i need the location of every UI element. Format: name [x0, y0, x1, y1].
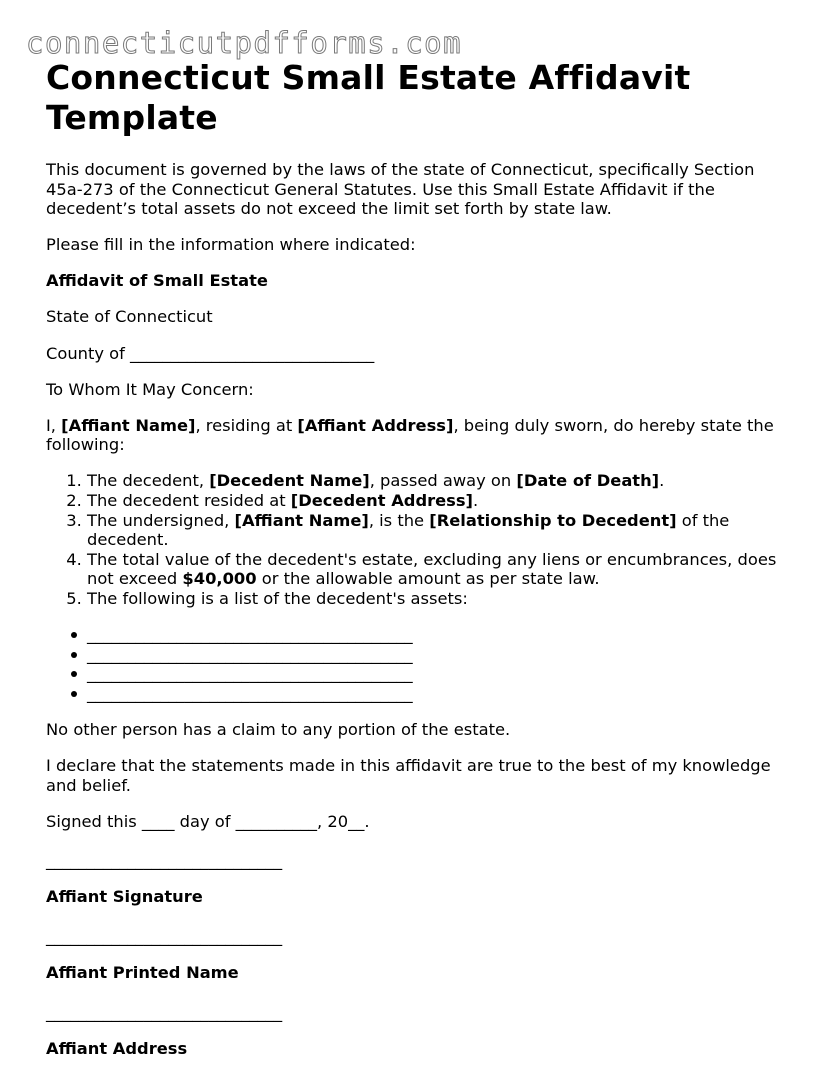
asset-blank-line: ________________________________________ [87, 684, 791, 704]
affiant-address-label: Affiant Address [46, 1038, 188, 1058]
asset-blank-line: ________________________________________ [87, 645, 791, 665]
section-heading: Affidavit of Small Estate [46, 271, 268, 291]
no-claim-statement: No other person has a claim to any portion of the estate. [46, 719, 511, 739]
list-item: 2. The decedent resided at [Decedent Address]. [87, 491, 791, 511]
declaration-statement: I declare that the statements made in this affidavit are true to the best of my knowledge and belief. [46, 756, 771, 795]
affiant-printed-name-label: Affiant Printed Name [46, 963, 239, 983]
printed-name-blank-line: _____________________________ [46, 927, 283, 947]
document-page [46, 58, 791, 1058]
signed-date-line: Signed this ____ day of __________, 20__. [46, 811, 370, 831]
signature-blank-line: _____________________________ [46, 851, 283, 871]
list-item: 5. The following is a list of the decedent's assets: [87, 589, 791, 609]
state-line: State of Connecticut [46, 307, 213, 327]
watermark-text: connecticutpdfforms.com [26, 26, 463, 60]
asset-blank-line: ________________________________________ [87, 664, 791, 684]
instruction-text: Please fill in the information where indicated: [46, 235, 416, 255]
intro-paragraph: This document is governed by the laws of the state of Connecticut, specifically Section 45a-273 of the Connecticut General Statutes. Use this Small Estate Affidavit if the decedent’s total assets do not exceed the limit set forth by state law. [46, 160, 755, 219]
list-item: 3. The undersigned, [Affiant Name], is the [Relationship to Decedent] of the decedent. [87, 511, 791, 550]
affiant-signature-label: Affiant Signature [46, 887, 203, 907]
oath-paragraph: I, [Affiant Name], residing at [Affiant Address], being duly sworn, do hereby state the following: [46, 415, 774, 455]
statements-list [46, 471, 791, 608]
list-item: 4. The total value of the decedent's estate, excluding any liens or encumbrances, does not exceed $40,000 or the allowable amount as per state law. [87, 550, 791, 589]
page-title: Connecticut Small Estate Affidavit Template [46, 58, 691, 137]
asset-blank-line: ________________________________________ [87, 625, 791, 645]
list-item: 1. The decedent, [Decedent Name], passed away on [Date of Death]. [87, 471, 791, 491]
affiant-address-placeholder: [Affiant Address] [297, 415, 454, 435]
county-line: County of ______________________________ [46, 343, 375, 363]
address-blank-line: _____________________________ [46, 1002, 283, 1022]
salutation: To Whom It May Concern: [46, 379, 254, 399]
assets-list [46, 625, 791, 703]
affiant-name-placeholder: [Affiant Name] [61, 415, 196, 435]
